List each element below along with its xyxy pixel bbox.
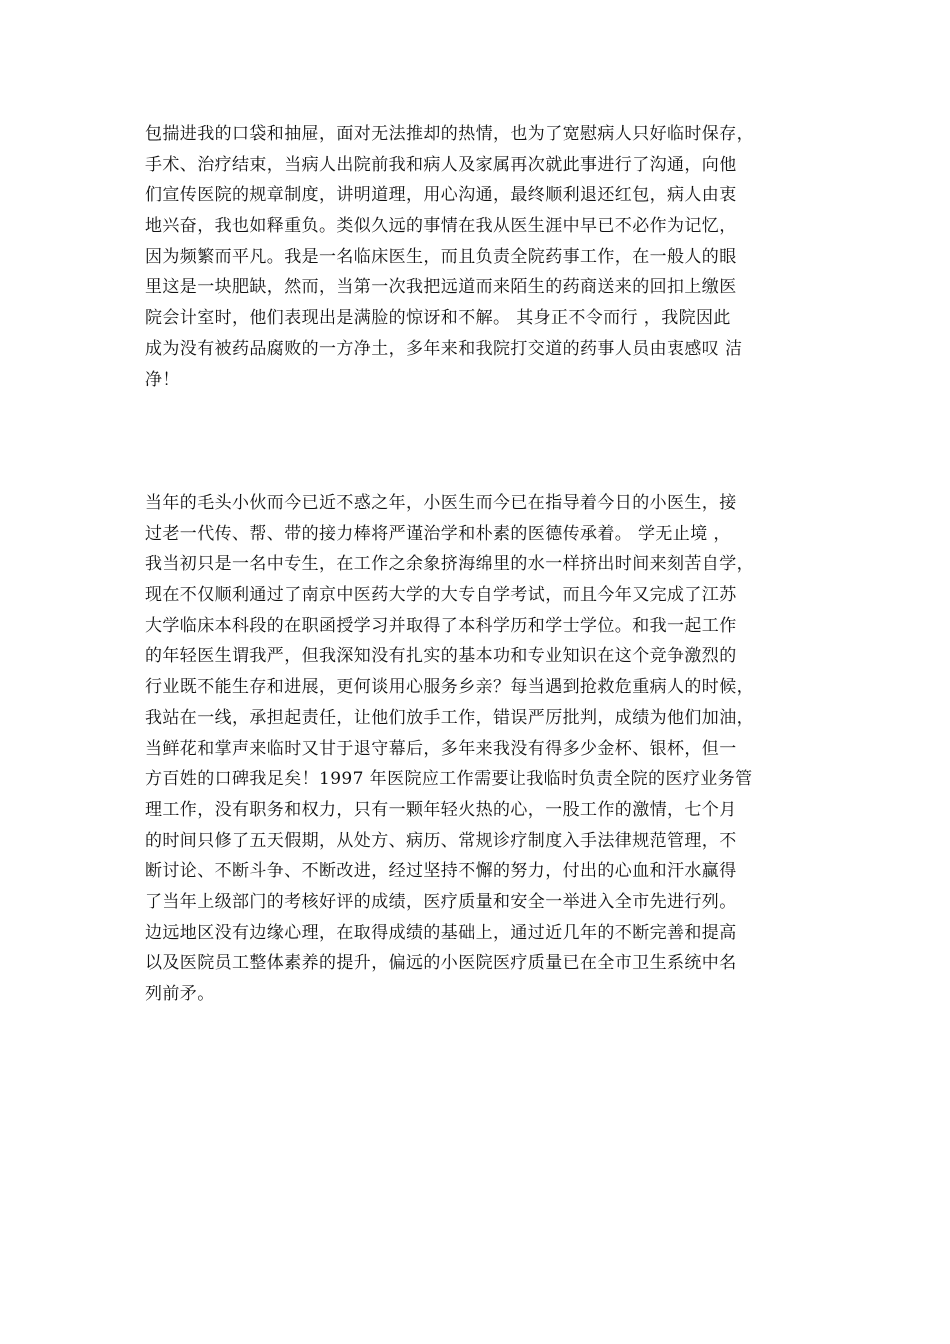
paragraph-2 <box>145 488 815 1010</box>
text-line: 方百姓的口碑我足矣！1997 年医院应工作需要让我临时负责全院的医疗业务管 <box>145 769 753 790</box>
text-line: 因为频繁而平凡。我是一名临床医生，而且负责全院药事工作，在一般人的眼 <box>145 246 737 267</box>
text-line: 们宣传医院的规章制度，讲明道理，用心沟通，最终顺利退还红包，病人由衷 <box>145 185 737 206</box>
text-line: 当鲜花和掌声来临时又甘于退守幕后，多年来我没有得多少金杯、银杯，但一 <box>145 738 737 759</box>
text-line: 包揣进我的口袋和抽屉，面对无法推却的热情，也为了宽慰病人只好临时保存， <box>145 124 754 144</box>
text-line: 当年的毛头小伙而今已近不惑之年，小医生而今已在指导着今日的小医生，接 <box>145 493 737 513</box>
text-line: 净！ <box>145 369 180 390</box>
text-line: 过老一代传、帮、带的接力棒将严谨治学和朴素的医德传承着。 学无止境 ， <box>145 523 731 544</box>
text-line: 里这是一块肥缺，然而，当第一次我把远道而来陌生的药商送来的回扣上缴医 <box>145 277 737 298</box>
text-line: 行业既不能生存和进展，更何谈用心服务乡亲？每当遇到抢救危重病人的时候， <box>145 677 754 698</box>
text-line: 了当年上级部门的考核好评的成绩，医疗质量和安全一举进入全市先进行列。 <box>145 891 737 912</box>
text-line: 我站在一线，承担起责任，让他们放手工作，错误严厉批判，成绩为他们加油， <box>145 707 754 728</box>
text-line: 理工作，没有职务和权力，只有一颗年轻火热的心，一股工作的激情，七个月 <box>145 799 737 820</box>
text-line: 手术、治疗结束，当病人出院前我和病人及家属再次就此事进行了沟通，向他 <box>145 154 737 175</box>
text-line: 边远地区没有边缘心理，在取得成绩的基础上，通过近几年的不断完善和提高 <box>145 922 737 943</box>
text-line: 大学临床本科段的在职函授学习并取得了本科学历和学士学位。和我一起工作 <box>145 615 737 636</box>
text-line: 地兴奋，我也如释重负。类似久远的事情在我从医生涯中早已不必作为记忆， <box>145 216 737 237</box>
text-line: 的年轻医生谓我严，但我深知没有扎实的基本功和专业知识在这个竞争激烈的 <box>145 646 737 667</box>
text-line: 断讨论、不断斗争、不断改进，经过坚持不懈的努力，付出的心血和汗水赢得 <box>145 861 737 882</box>
text-line: 院会计室时，他们表现出是满脸的惊讶和不解。 其身正不令而行 ，我院因此 <box>145 308 731 329</box>
text-line: 的时间只修了五天假期，从处方、病历、常规诊疗制度入手法律规范管理，不 <box>145 830 737 851</box>
paragraph-1 <box>145 119 815 395</box>
text-line: 以及医院员工整体素养的提升，偏远的小医院医疗质量已在全市卫生系统中名 <box>145 953 737 974</box>
text-line: 我当初只是一名中专生，在工作之余象挤海绵里的水一样挤出时间来刻苦自学， <box>145 554 754 575</box>
text-line: 列前矛。 <box>145 984 215 1004</box>
text-line: 现在不仅顺利通过了南京中医药大学的大专自学考试，而且今年又完成了江苏 <box>145 585 737 606</box>
text-line: 成为没有被药品腐败的一方净土，多年来和我院打交道的药事人员由衷感叹 洁 <box>145 338 743 359</box>
